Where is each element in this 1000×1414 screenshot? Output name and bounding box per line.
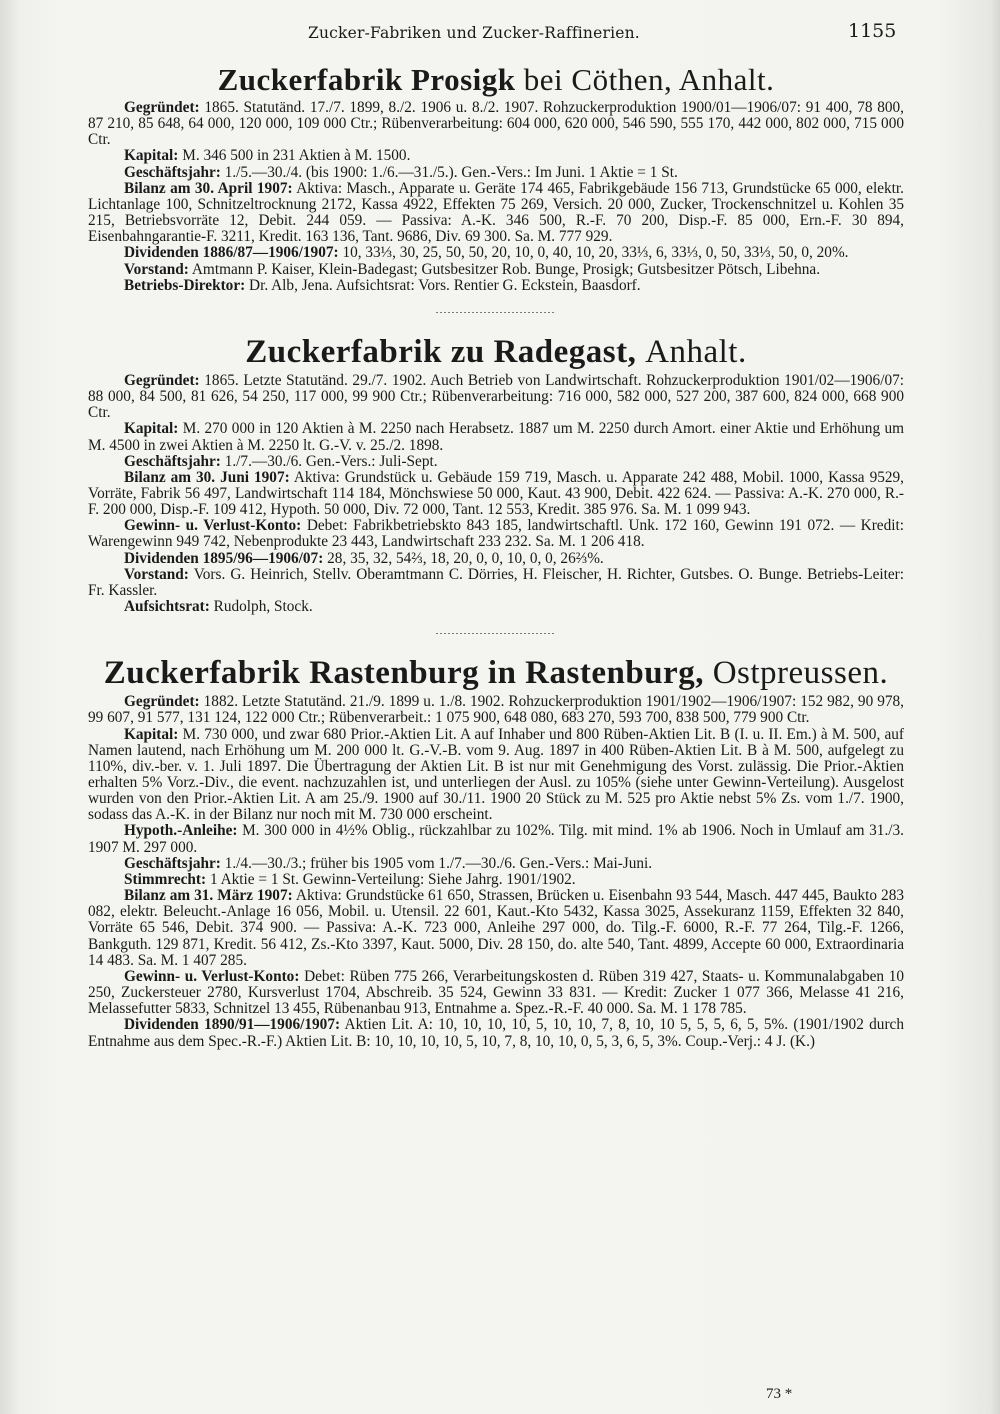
page-number: 1155 — [848, 20, 897, 42]
signature-mark: 73 * — [766, 1386, 793, 1402]
paragraph-geschaeftsjahr: Geschäftsjahr: 1./5.—30./4. (bis 1900: 1./6.—31./5.). Gen.-Vers.: Im Juni. 1 Aktie = 1 St. — [124, 163, 678, 181]
entry-body — [88, 694, 904, 1049]
entry-body — [88, 373, 904, 615]
page-content — [88, 60, 904, 1050]
entry-title-place: Ostpreussen. — [712, 655, 889, 692]
paragraph-bilanz: Bilanz am 31. März 1907: Aktiva: Grundstücke 61 650, Strassen, Brücken u. Eisenbahn 93 544, Masch. 447 445, Baukto 283 082, elektr. Beleucht.-Anlage 16 056, Mobil. u. Utensil. 22 601, Kaut.-Kto 5432, Kassa 3025, Assekuranz 1159, Effekten 32 840, Vorräte 65 546, Debit. 374 900. — Passiva: A.-K. 723 000, Anleihe 297 000, do. Tilg.-F. 6000, R.-F. 77 264, Tilg.-F. 1266, Bankguth. 129 871, Kredit. 56 412, Zs.-Kto 3397, Kaut. 5000, Div. 28 150, do. alte 540, Tant. 4899, Accepte 60 000, Extraordinaria 14 483. Sa. M. 1 407 285. — [88, 887, 904, 969]
entry-body — [88, 100, 904, 294]
paragraph-gewinn-verlust: Gewinn- u. Verlust-Konto: Debet: Fabrikbetriebskto 843 185, landwirtschaftl. Unk. 172 160, Gewinn 191 072. — Kredit: Warengewinn 949 742, Nebenprodukte 23 443, Landwirtschaft 233 232. Sa. M. 1 206 418. — [88, 517, 904, 551]
entry-rastenburg — [88, 652, 904, 1049]
paragraph-dividenden: Dividenden 1886/87—1906/1907: 10, 33⅓, 30, 25, 50, 50, 20, 10, 0, 40, 10, 20, 33⅓, 6, 33⅓, 0, 50, 33⅓, 50, 0, 20%. — [124, 244, 849, 262]
entry-prosigk — [88, 60, 904, 294]
paragraph-gegruendet: Gegründet: 1865. Statutänd. 17./7. 1899, 8./2. 1906 u. 8./2. 1907. Rohzuckerproduktion 1900/01—1906/07: 91 400, 78 800, 87 210, 85 648, 64 000, 120 000, 109 000 Ctr.; Rübenverarbeitung: 604 000, 620 000, 546 590, 555 170, 442 000, 802 000, 715 000 Ctr. — [88, 99, 904, 149]
entry-title-place: bei Cöthen, Anhalt. — [523, 62, 775, 97]
entry-title — [88, 60, 904, 100]
paragraph-aufsichtsrat: Aufsichtsrat: Rudolph, Stock. — [124, 598, 313, 616]
paragraph-kapital: Kapital: M. 346 500 in 231 Aktien à M. 1500. — [124, 147, 411, 165]
paragraph-gewinn-verlust: Gewinn- u. Verlust-Konto: Debet: Rüben 775 266, Verarbeitungskosten d. Rüben 319 427, Staats- u. Kommunalabgaben 10 250, Zuckersteuer 2780, Kursverlust 1704, Abschreib. 35 524, Gewinn 33 831. — Kredit: Zucker 1 077 366, Melasse 41 216, Melassefutter 5833, Schnitzel 13 455, Rübenanbau 913, Entnahme a. Spez.-R.-F. 40 000. Sa. M. 1 178 785. — [88, 967, 904, 1018]
paragraph-kapital: Kapital: M. 270 000 in 120 Aktien à M. 2250 nach Herabsetz. 1887 um M. 2250 durch Amort. einer Aktie und Erhöhung um M. 4500 in zwei Aktien à M. 2250 lt. G.-V. v. 25./2. 1898. — [88, 420, 904, 454]
paragraph-gegruendet: Gegründet: 1865. Letzte Statutänd. 29./7. 1902. Auch Betrieb von Landwirtschaft. Rohzuckerproduktion 1901/02—1906/07: 88 000, 84 500, 81 626, 54 250, 117 000, 99 900 Ctr.; Rübenverarbeitung: 716 000, 582 000, 527 200, 387 600, 824 000, 668 900 Ctr. — [88, 371, 905, 422]
paragraph-dividenden: Dividenden 1895/96—1906/07: 28, 35, 32, 54⅔, 18, 20, 0, 0, 10, 0, 0, 26⅔%. — [124, 549, 604, 567]
paragraph-geschaeftsjahr: Geschäftsjahr: 1./4.—30./3.; früher bis 1905 vom 1./7.—30./6. Gen.-Vers.: Mai-Juni. — [124, 854, 653, 872]
entry-title-place: Anhalt. — [645, 333, 747, 370]
paragraph-bilanz: Bilanz am 30. April 1907: Aktiva: Masch., Apparate u. Geräte 174 465, Fabrikgebäude 156 713, Grundstücke 65 000, elektr. Lichtanlage 100, Schnitzeltrocknung 2172, Kassa 4922, Effekten 75 269, Versich. 20 000, Zucker, Trockenschnitzel u. Kohlen 35 215, Betriebsvorräte 12, Debit. 244 059. — Passiva: A.-K. 346 500, R.-F. 70 200, Disp.-F. 85 000, Ern.-F. 30 894, Eisenbahngarantie-F. 3211, Kredit. 163 136, Tant. 9686, Div. 69 300. Sa. M. 777 929. — [88, 179, 904, 246]
running-title: Zucker-Fabriken und Zucker-Raffinerien. — [308, 24, 640, 42]
entry-title-main: Zuckerfabrik Rastenburg in Rastenburg, — [103, 655, 704, 692]
section-divider — [436, 633, 556, 634]
paragraph-kapital: Kapital: M. 730 000, und zwar 680 Prior.-Aktien Lit. A auf Inhaber und 800 Rüben-Aktien Lit. B (I. u. II. Em.) à M. 500, auf Namen lautend, nach Erhöhung um M. 200 000 lt. G.-V.-B. vom 9. Aug. 1897 in 400 Rüben-Aktien Lit. B à M. 500, aufgelegt zu 110%, div.-ber. v. 1. Juli 1897. Die Übertragung der Aktien Lit. B ist nur mit Genehmigung des Vorst. zulässig. Die Prior.-Aktien erhalten 5% Vorz.-Div., die event. nachzuzahlen ist, und unterliegen der Ausl. zu 105% (siehe unter Gewinn-Verteilung). Ausgelost wurden von den Prior.-Aktien Lit. A am 25./9. 1900 auf 30./11. 1900 20 Stück zu M. 525 pro Aktie nebst 5% Zs. vom 1./7. 1900, sodass das A.-K. in der Bilanz nur noch mit M. 730 000 erscheint. — [88, 725, 904, 824]
paragraph-hypoth-anleihe: Hypoth.-Anleihe: M. 300 000 in 4½% Oblig., rückzahlbar zu 102%. Tilg. mit mind. 1% ab 1906. Noch in Umlauf am 31./3. 1907 M. 297 000. — [88, 822, 904, 856]
entry-title-main: Zuckerfabrik Prosigk — [217, 62, 516, 97]
paragraph-stimmrecht: Stimmrecht: 1 Aktie = 1 St. Gewinn-Verteilung: Siehe Jahrg. 1901/1902. — [124, 870, 576, 888]
paragraph-betriebs-direktor: Betriebs-Direktor: Dr. Alb, Jena. Aufsichtsrat: Vors. Rentier G. Eckstein, Baasdorf. — [124, 276, 641, 294]
paragraph-geschaeftsjahr: Geschäftsjahr: 1./7.—30./6. Gen.-Vers.: Juli-Sept. — [124, 452, 438, 470]
section-divider — [436, 312, 556, 313]
paragraph-gegruendet: Gegründet: 1882. Letzte Statutänd. 21./9. 1899 u. 1./8. 1902. Rohzuckerproduktion 1901/1902—1906/1907: 152 982, 90 978, 99 607, 91 577, 131 124, 122 000 Ctr.; Rübenverarbeit.: 1 075 900, 648 080, 683 270, 593 700, 838 500, 779 900 Ctr. — [88, 693, 904, 727]
entry-title — [88, 331, 904, 373]
running-header — [0, 20, 1000, 50]
entry-title-main: Zuckerfabrik zu Radegast, — [245, 333, 637, 370]
paragraph-dividenden: Dividenden 1890/91—1906/1907: Aktien Lit. A: 10, 10, 10, 10, 5, 10, 10, 7, 8, 10, 10 5, 5, 5, 6, 5, 5%. (1901/1902 durch Entnahme aus dem Spec.-R.-F.) Aktien Lit. B: 10, 10, 10, 10, 5, 10, 7, 8, 10, 10, 0, 5, 3, 6, 5, 3%. Coup.-Verj.: 4 J. (K.) — [88, 1016, 904, 1050]
entry-title — [88, 652, 904, 694]
paragraph-vorstand: Vorstand: Amtmann P. Kaiser, Klein-Badegast; Gutsbesitzer Rob. Bunge, Prosigk; Gutsbesitzer Pötsch, Libehna. — [124, 260, 821, 278]
paragraph-vorstand: Vorstand: Vors. G. Heinrich, Stellv. Oberamtmann C. Dörries, H. Fleischer, H. Richter, Gutsbes. O. Bunge. Betriebs-Leiter: Fr. Kassler. — [88, 565, 904, 599]
paragraph-bilanz: Bilanz am 30. Juni 1907: Aktiva: Grundstück u. Gebäude 159 719, Masch. u. Apparate 242 488, Mobil. 1000, Kassa 9529, Vorräte, Fabrik 56 497, Landwirtschaft 114 184, Mönchswiese 50 000, Kaut. 43 900, Debit. 422 624. — Passiva: A.-K. 270 000, R.-F. 200 000, Disp.-F. 109 412, Hypoth. 50 000, Div. 72 000, Tant. 12 553, Kredit. 385 976. Sa. M. 1 099 943. — [88, 468, 904, 519]
entry-radegast — [88, 331, 904, 615]
